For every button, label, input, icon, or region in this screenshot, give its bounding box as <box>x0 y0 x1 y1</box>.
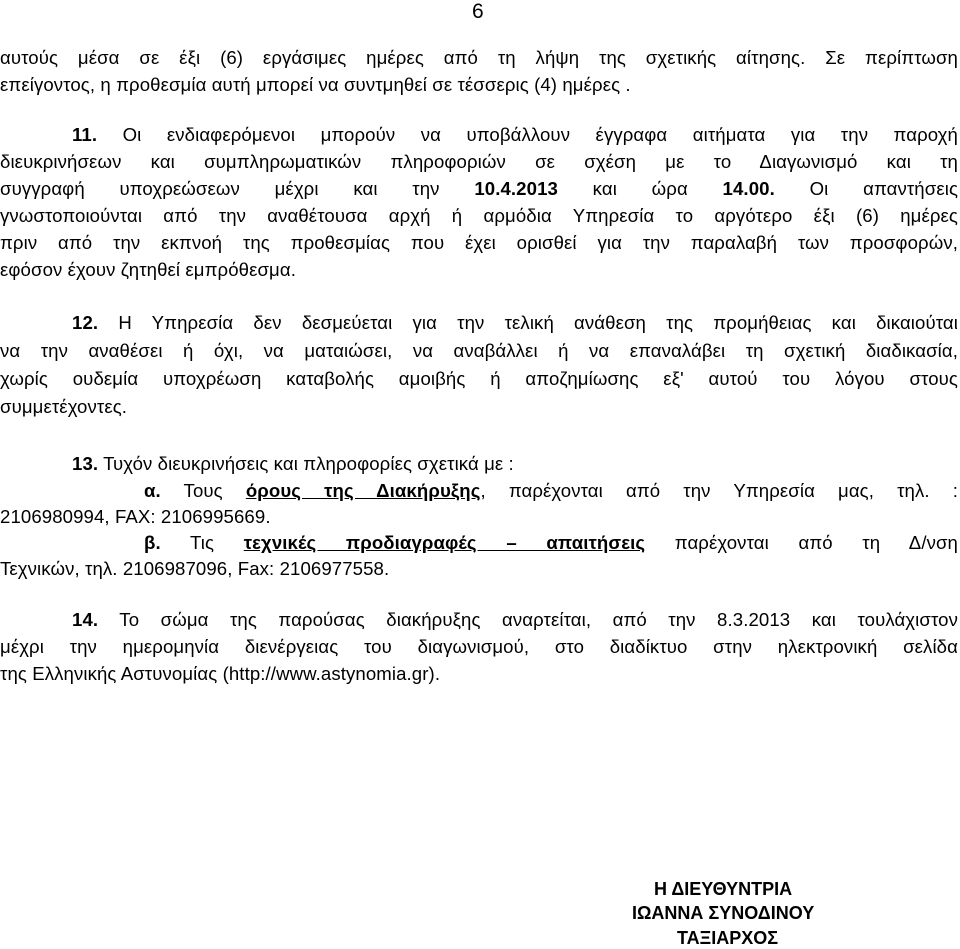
paragraph-number: 13. <box>72 453 99 474</box>
signatory-role: Η ΔΙΕΥΘΥΝΤΡΙΑ <box>654 879 793 899</box>
text-line: συμμετέχοντες. <box>0 396 128 417</box>
signatory-name: ΙΩΑΝΝΑ ΣΥΝΟΔΙΝΟΥ <box>632 903 815 923</box>
text-line <box>72 609 958 631</box>
text-line <box>0 178 958 200</box>
text-line: χωρίς ουδεμία υποχρέωση καταβολής αμοιβής ή αποζημίωσης εξ' αυτού του λόγου στους <box>0 368 958 389</box>
technical-specs-emphasis: τεχνικές προδιαγραφές – απαιτήσεις <box>243 532 646 553</box>
text-line <box>72 453 958 475</box>
text-line: αυτούς μέσα σε έξι (6) εργάσιμες ημέρες από τη λήψη της σχετικής αίτησης. Σε περίπτωση <box>0 47 958 68</box>
text-line: μέχρι την ημερομηνία διενέργειας του διαγωνισμού, στο διαδίκτυο στην ηλεκτρονική σελίδα <box>0 636 958 657</box>
item-label-a: α. <box>144 480 161 501</box>
text-line: Τεχνικών, τηλ. 2106987096, Fax: 2106977558. <box>0 558 390 579</box>
text-line: της Ελληνικής Αστυνομίας (http://www.astynomia.gr). <box>0 663 441 684</box>
text-span: Οι απαντήσεις <box>774 178 959 199</box>
text-line <box>72 312 958 334</box>
text-span: παρέχονται από τη Δ/νση <box>645 532 958 553</box>
signatory-rank: ΤΑΞΙΑΡΧΟΣ <box>677 928 779 948</box>
text-line: γνωστοποιούνται από την αναθέτουσα αρχή ή αρμόδια Υπηρεσία το αργότερο έξι (6) ημέρες <box>0 205 958 226</box>
text-span: και ώρα <box>557 178 723 199</box>
page-number: 6 <box>472 0 484 23</box>
text-line <box>144 532 958 554</box>
paragraph-number: 14. <box>72 609 99 630</box>
text-line: πριν από την εκπνοή της προθεσμίας που έχει ορισθεί για την παραλαβή των προσφορών, <box>0 232 958 253</box>
text-line: διευκρινήσεων και συμπληρωματικών πληροφοριών σε σχέση με το Διαγωνισμό και τη <box>0 151 958 172</box>
text-line: 2106980994, FAX: 2106995669. <box>0 506 271 527</box>
text-line <box>72 124 958 146</box>
tender-terms-emphasis: όρους της Διακήρυξης <box>245 480 481 501</box>
text-span: Τυχόν διευκρινήσεις και πληροφορίες σχετικά με : <box>98 453 514 474</box>
text-line: να την αναθέσει ή όχι, να ματαιώσει, να αναβάλλει ή να επαναλάβει τη σχετική διαδικασία, <box>0 340 958 361</box>
text-span: , παρέχονται από την Υπηρεσία μας, τηλ. : <box>480 480 958 501</box>
text-span: Το σώμα της παρούσας διακήρυξης αναρτείται, από την 8.3.2013 και τουλάχιστον <box>98 609 958 630</box>
text-line: εφόσον έχουν ζητηθεί εμπρόθεσμα. <box>0 259 296 280</box>
paragraph-number: 12. <box>72 312 99 333</box>
text-span: συγγραφή υποχρεώσεων μέχρι και την <box>0 178 475 199</box>
text-span: Οι ενδιαφερόμενοι μπορούν να υποβάλλουν έγγραφα αιτήματα για την παροχή <box>97 124 958 145</box>
text-span: Τους <box>160 480 246 501</box>
text-span: Η Υπηρεσία δεν δεσμεύεται για την τελική ανάθεση της προμήθειας και δικαιούται <box>98 312 958 333</box>
text-line <box>144 480 958 502</box>
text-span: Τις <box>160 532 244 553</box>
text-line: επείγοντος, η προθεσμία αυτή μπορεί να συντμηθεί σε τέσσερις (4) ημέρες . <box>0 74 631 95</box>
deadline-time: 14.00. <box>722 178 775 199</box>
paragraph-number: 11. <box>72 124 98 145</box>
item-label-b: β. <box>144 532 161 553</box>
deadline-date: 10.4.2013 <box>474 178 558 199</box>
